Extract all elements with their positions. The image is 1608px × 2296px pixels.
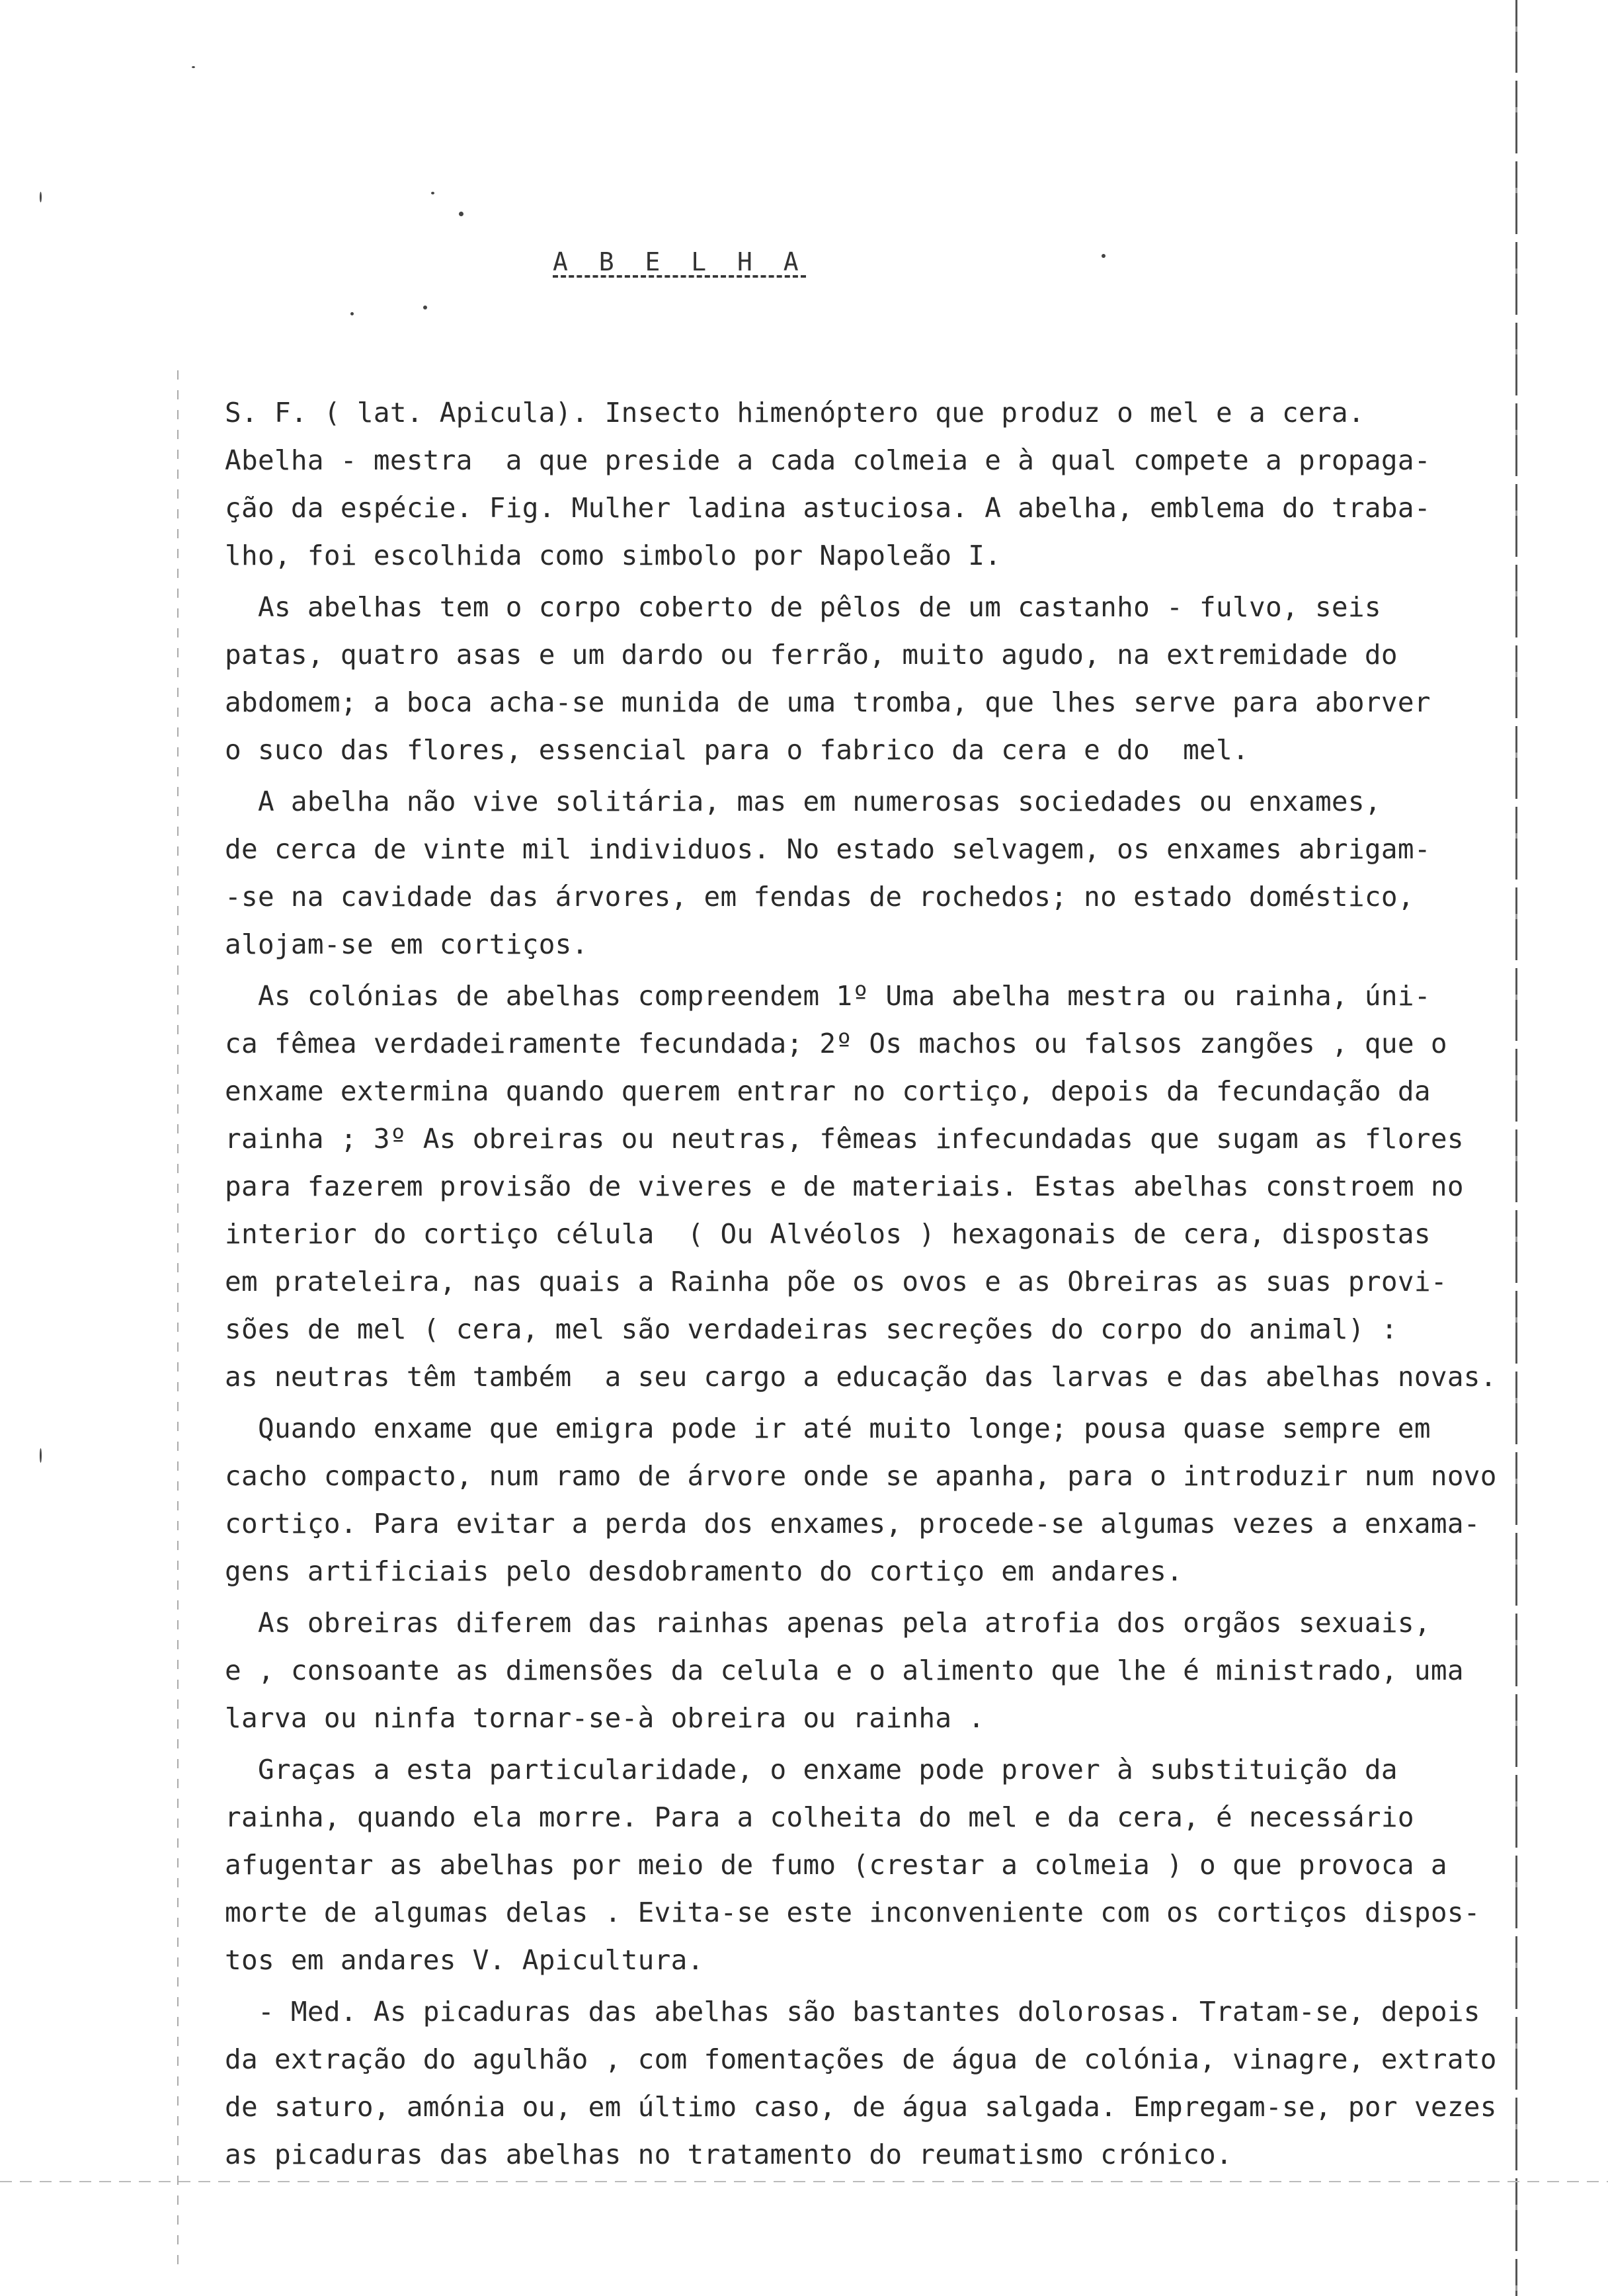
text-line: ção da espécie. Fig. Mulher ladina astuciosa. A abelha, emblema do traba- — [225, 492, 1431, 524]
text-line: afugentar as abelhas por meio de fumo (crestar a colmeia ) o que provoca a — [225, 1849, 1447, 1881]
paragraph-society — [225, 778, 1508, 968]
text-line: gens artificiais pelo desdobramento do cortiço em andares. — [225, 1555, 1184, 1587]
paragraph-workers — [225, 1599, 1508, 1742]
text-line: interior do cortiço célula ( Ou Alvéolos ) hexagonais de cera, dispostas — [225, 1218, 1431, 1250]
text-line: para fazerem provisão de viveres e de materiais. Estas abelhas constroem no — [225, 1170, 1464, 1202]
bottom-dotted-rule — [0, 2181, 1608, 2182]
text-line: tos em andares V. Apicultura. — [225, 1944, 704, 1976]
text-line: rainha ; 3º As obreiras ou neutras, fêmeas infecundadas que sugam as flores — [225, 1123, 1464, 1155]
text-line: As abelhas tem o corpo coberto de pêlos de um castanho - fulvo, seis — [225, 591, 1381, 623]
paragraph-harvest — [225, 1746, 1508, 1984]
left-margin-rule — [177, 370, 179, 2275]
paragraph-anatomy — [225, 583, 1508, 774]
ink-speck — [40, 192, 42, 202]
text-line: Graças a esta particularidade, o enxame pode prover à substituição da — [225, 1754, 1398, 1785]
paragraph-medical — [225, 1988, 1508, 2178]
text-line: e , consoante as dimensões da celula e o alimento que lhe é ministrado, uma — [225, 1655, 1464, 1686]
text-line: lho, foi escolhida como simbolo por Napoleão I. — [225, 540, 1002, 571]
text-line: em prateleira, nas quais a Rainha põe os ovos e as Obreiras as suas provi- — [225, 1266, 1447, 1297]
text-line: -se na cavidade das árvores, em fendas de rochedos; no estado doméstico, — [225, 881, 1414, 913]
page-title: A B E L H A — [553, 247, 807, 276]
text-line: - Med. As picaduras das abelhas são bastantes dolorosas. Tratam-se, depois — [225, 1996, 1480, 2028]
text-line: ca fêmea verdadeiramente fecundada; 2º Os machos ou falsos zangões , que o — [225, 1028, 1447, 1059]
text-line: cacho compacto, num ramo de árvore onde se apanha, para o introduzir num novo — [225, 1460, 1497, 1492]
right-margin-rule — [1515, 0, 1517, 2296]
body-text — [225, 389, 1508, 2178]
text-line: de cerca de vinte mil individuos. No estado selvagem, os enxames abrigam- — [225, 833, 1431, 865]
text-line: da extração do agulhão , com fomentações de água de colónia, vinagre, extrato — [225, 2043, 1497, 2075]
ink-speck — [431, 192, 434, 194]
text-line: patas, quatro asas e um dardo ou ferrão, muito agudo, na extremidade do — [225, 639, 1398, 671]
text-line: Abelha - mestra a que preside a cada colmeia e à qual compete a propaga- — [225, 444, 1431, 476]
text-line: cortiço. Para evitar a perda dos enxames, procede-se algumas vezes a enxama- — [225, 1508, 1480, 1539]
ink-speck — [40, 1448, 42, 1463]
ink-speck — [1102, 254, 1106, 258]
text-line: sões de mel ( cera, mel são verdadeiras secreções do corpo do animal) : — [225, 1313, 1398, 1345]
text-line: morte de algumas delas . Evita-se este inconveniente com os cortiços dispos- — [225, 1897, 1480, 1928]
ink-speck — [423, 306, 427, 309]
text-line: Quando enxame que emigra pode ir até muito longe; pousa quase sempre em — [225, 1413, 1431, 1444]
ink-speck — [350, 312, 354, 315]
text-line: o suco das flores, essencial para o fabrico da cera e do mel. — [225, 734, 1250, 766]
text-line: A abelha não vive solitária, mas em numerosas sociedades ou enxames, — [225, 786, 1381, 817]
ink-speck — [192, 66, 195, 68]
text-line: As obreiras diferem das rainhas apenas pela atrofia dos orgãos sexuais, — [225, 1607, 1431, 1639]
ink-speck — [459, 212, 463, 216]
paragraph-swarm — [225, 1405, 1508, 1595]
text-line: enxame extermina quando querem entrar no cortiço, depois da fecundação da — [225, 1075, 1431, 1107]
text-line: as picaduras das abelhas no tratamento do reumatismo crónico. — [225, 2139, 1233, 2170]
text-line: abdomem; a boca acha-se munida de uma tromba, que lhes serve para aborver — [225, 686, 1431, 718]
text-line: alojam-se em cortiços. — [225, 928, 588, 960]
text-line: rainha, quando ela morre. Para a colheita do mel e da cera, é necessário — [225, 1801, 1414, 1833]
paragraph-definition — [225, 389, 1508, 579]
text-line: As colónias de abelhas compreendem 1º Uma abelha mestra ou rainha, úni- — [225, 980, 1431, 1012]
text-line: S. F. ( lat. Apicula). Insecto himenóptero que produz o mel e a cera. — [225, 397, 1365, 429]
text-line: de saturo, amónia ou, em último caso, de água salgada. Empregam-se, por vezes — [225, 2091, 1497, 2123]
paragraph-colonies — [225, 972, 1508, 1401]
text-line: larva ou ninfa tornar-se-à obreira ou rainha . — [225, 1702, 985, 1734]
text-line: as neutras têm também a seu cargo a educação das larvas e das abelhas novas. — [225, 1361, 1497, 1393]
